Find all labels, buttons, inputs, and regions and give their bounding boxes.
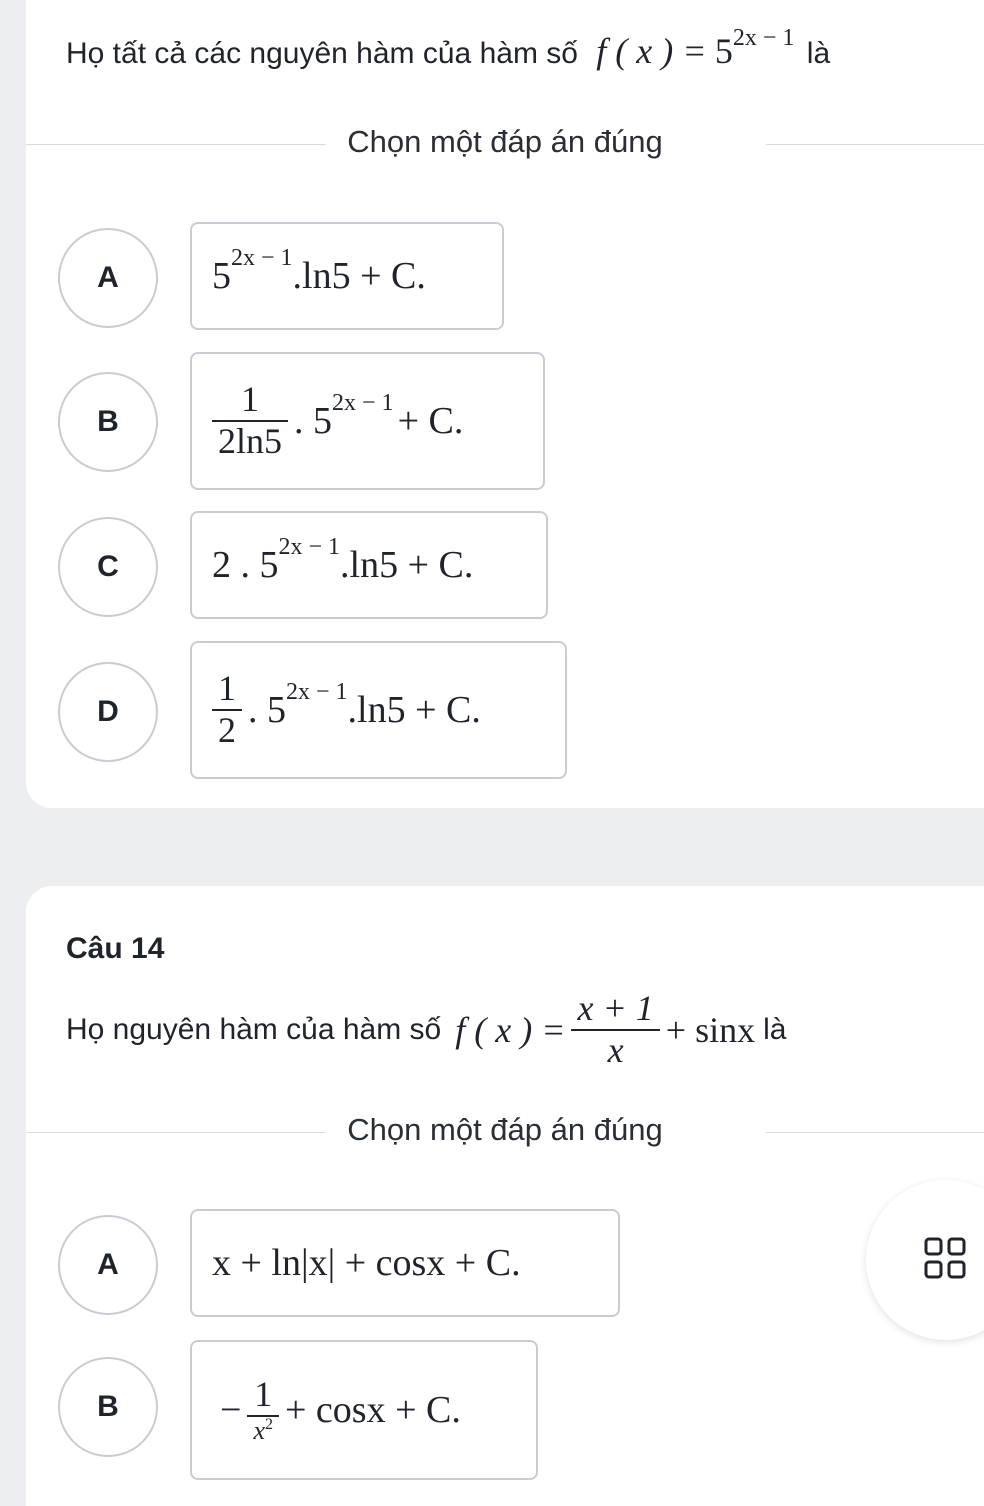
q13-choose-divider	[26, 124, 984, 164]
q14-option-b-den-exp: 2	[264, 1415, 273, 1433]
q14-option-a[interactable]	[190, 1209, 620, 1317]
q14-option-b-fraction	[247, 1375, 279, 1445]
q14-choose-divider	[26, 1112, 984, 1152]
q14-fx: f ( x ) =	[455, 1010, 566, 1050]
grid-icon[interactable]	[924, 1237, 966, 1279]
q13-option-b-letter[interactable]: B	[58, 372, 158, 472]
q13-option-b-mid: . 5	[294, 400, 333, 442]
q13-option-d-exp: 2x − 1	[286, 678, 348, 705]
q13-option-c-head: 2 . 5	[212, 544, 279, 586]
q13-option-b-fraction	[212, 380, 288, 461]
q14-prefix: Họ nguyên hàm của hàm số	[66, 1013, 442, 1046]
q14-option-b-den-wrap	[247, 1417, 279, 1446]
q13-option-b-den: 2ln5	[218, 421, 283, 461]
q13-option-c-letter[interactable]: C	[58, 517, 158, 617]
q14-fraction	[571, 989, 659, 1070]
q14-suffix: là	[763, 1013, 787, 1046]
q13-choose-label: Chọn một đáp án đúng	[347, 124, 663, 159]
q13-option-c[interactable]	[190, 511, 548, 619]
q14-title: Câu 14	[66, 932, 165, 965]
q13-option-a-letter[interactable]: A	[58, 228, 158, 328]
q14-option-b-pre: −	[220, 1389, 242, 1431]
q14-question-text	[66, 982, 786, 1078]
q13-option-d-den: 2	[218, 710, 236, 750]
q13-option-b[interactable]	[190, 352, 545, 490]
q13-option-b-exp: 2x − 1	[332, 389, 394, 416]
q14-option-b-num: 1	[247, 1375, 279, 1417]
q14-option-a-letter[interactable]: A	[58, 1215, 158, 1315]
q13-question-text	[66, 25, 831, 72]
q13-option-a-exp: 2x − 1	[231, 244, 293, 271]
q13-prefix: Họ tất cả các nguyên hàm của hàm số	[66, 37, 578, 70]
q14-choose-label: Chọn một đáp án đúng	[347, 1112, 663, 1147]
q14-option-a-text: x + ln|x| + cosx + C.	[212, 1242, 521, 1284]
q13-option-d-letter[interactable]: D	[58, 662, 158, 762]
q13-option-b-num: 1	[212, 380, 288, 422]
q13-option-b-tail: + C.	[397, 400, 464, 442]
q13-option-d-tail: .ln5 + C.	[347, 689, 481, 731]
q13-option-a-tail: .ln5 + C.	[292, 255, 426, 297]
q13-base: 5	[714, 31, 733, 71]
q13-option-d[interactable]	[190, 641, 567, 779]
q13-option-c-exp: 2x − 1	[278, 533, 341, 560]
q13-suffix: là	[806, 37, 831, 70]
q13-exp: 2x − 1	[732, 25, 795, 51]
q13-option-d-mid: . 5	[248, 689, 286, 731]
q14-option-b-letter[interactable]: B	[58, 1357, 158, 1457]
q14-option-b[interactable]	[190, 1340, 538, 1480]
q14-num: x + 1	[571, 989, 659, 1031]
q13-option-a-base: 5	[212, 255, 231, 297]
q13-fx: f ( x ) =	[596, 31, 707, 71]
q13-option-d-num: 1	[212, 669, 242, 711]
q14-tail: + sinx	[665, 1010, 756, 1050]
q13-option-d-fraction	[212, 669, 242, 750]
q14-option-b-den: x	[253, 1415, 265, 1445]
q13-option-c-tail: .ln5 + C.	[340, 544, 474, 586]
q14-den: x	[607, 1030, 624, 1070]
q13-option-a[interactable]	[190, 222, 504, 330]
q14-option-b-tail: + cosx + C.	[284, 1389, 461, 1431]
